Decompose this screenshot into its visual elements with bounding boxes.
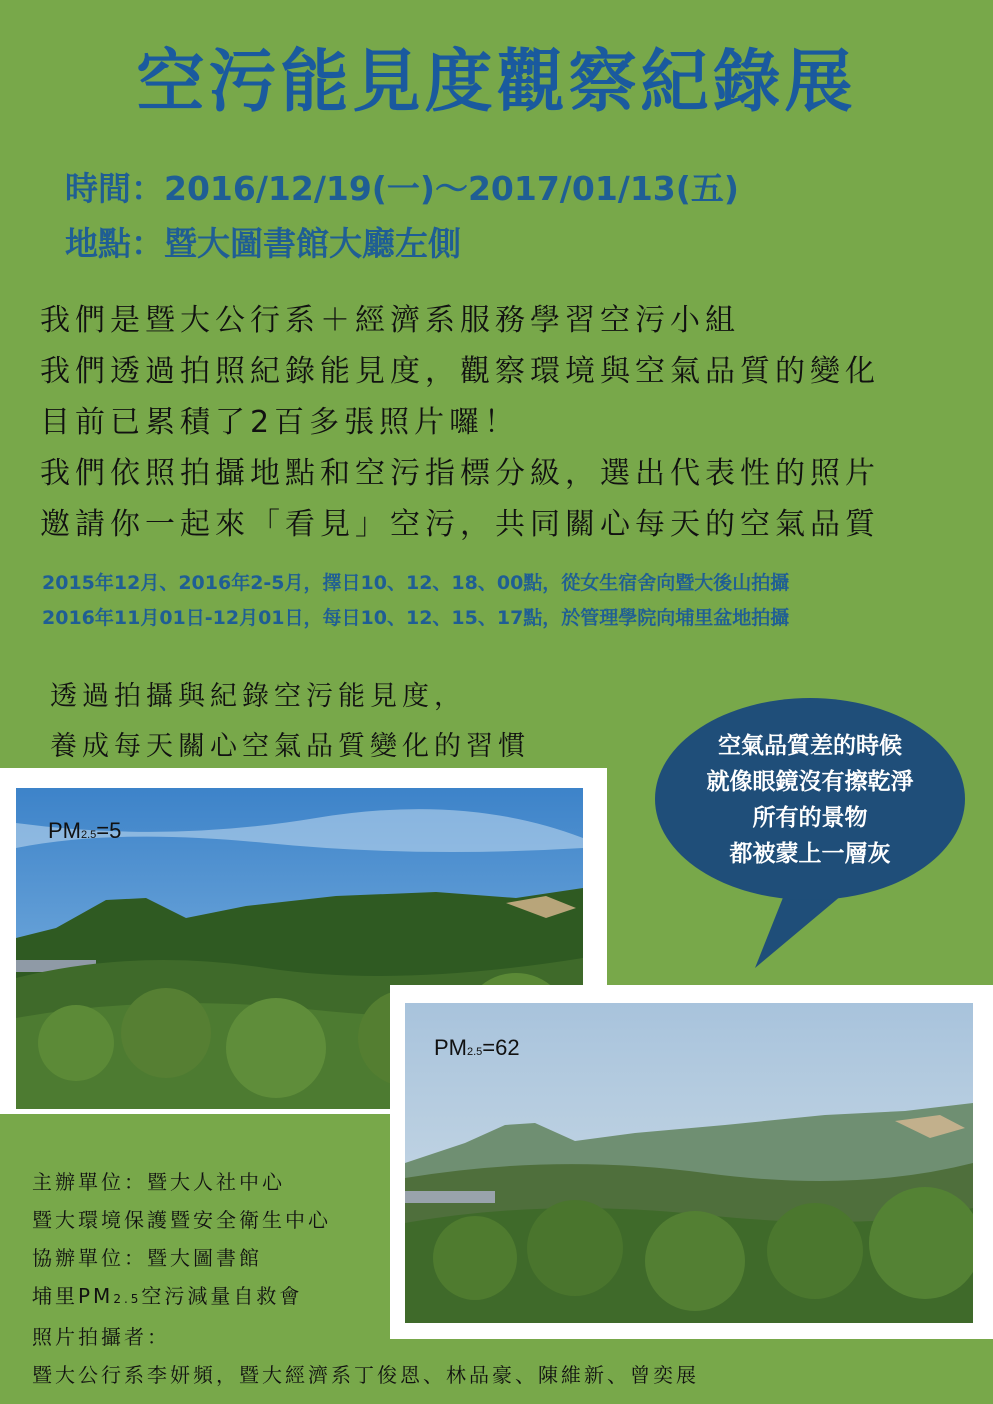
bubble-line: 所有的景物 <box>752 805 868 831</box>
schedule-line: 2015年12月、2016年2-5月，擇日10、12、18、00點，從女生宿舍向暨大後山拍攝 <box>42 572 790 594</box>
intro-line: 邀請你一起來「看見」空污，共同關心每天的空氣品質 <box>40 507 880 542</box>
poster-title: 空污能見度觀察紀錄展 <box>136 43 857 122</box>
photographers-label: 照片拍攝者： <box>32 1325 170 1349</box>
co-host-prefix: 埔里PM <box>32 1284 114 1308</box>
co-host-suffix: 空污減量自救會 <box>141 1284 303 1308</box>
organizers-section <box>32 1163 699 1394</box>
intro-text <box>40 295 970 550</box>
pm-subscript: 2.5 <box>467 1046 483 1058</box>
co-host-subscript: 2.5 <box>113 1292 142 1306</box>
habit-line: 養成每天關心空氣品質變化的習慣 <box>50 731 530 762</box>
schedule-line: 2016年11月01日-12月01日，每日10、12、15、17點，於管理學院向埔里盆地拍攝 <box>42 607 790 629</box>
bubble-line: 都被蒙上一層灰 <box>729 841 891 867</box>
host-unit: 主辦單位：暨大人社中心 <box>32 1170 285 1194</box>
intro-line: 我們是暨大公行系＋經濟系服務學習空污小組 <box>40 303 740 338</box>
speech-bubble <box>655 698 965 900</box>
pm-value: =5 <box>96 818 122 843</box>
habit-line: 透過拍攝與紀錄空污能見度， <box>50 681 466 712</box>
pm25-hazy-label <box>434 1035 520 1061</box>
intro-line: 我們依照拍攝地點和空污指標分級，選出代表性的照片 <box>40 456 880 491</box>
bubble-line: 就像眼鏡沒有擦乾淨 <box>706 769 914 795</box>
shooting-schedule <box>42 566 972 636</box>
event-place: 地點：暨大圖書館大廳左側 <box>65 224 461 263</box>
bubble-line: 空氣品質差的時候 <box>718 733 902 759</box>
photographers-list: 暨大公行系李妍頻，暨大經濟系丁俊恩、林品豪、陳維新、曾奕展 <box>32 1363 699 1387</box>
pm-subscript: 2.5 <box>81 829 97 841</box>
pm25-clear-label <box>48 818 121 844</box>
intro-line: 目前已累積了2百多張照片囉！ <box>40 405 520 440</box>
pm-value: =62 <box>482 1035 520 1060</box>
co-host-unit: 協辦單位：暨大圖書館 <box>32 1246 262 1270</box>
co-host-unit-2 <box>32 1277 699 1318</box>
event-time: 時間：2016/12/19(一)～2017/01/13(五) <box>65 169 739 208</box>
host-unit-2: 暨大環境保護暨安全衛生中心 <box>32 1208 331 1232</box>
pm-prefix: PM <box>434 1035 467 1060</box>
intro-line: 我們透過拍照紀錄能見度，觀察環境與空氣品質的變化 <box>40 354 880 389</box>
pm-prefix: PM <box>48 818 81 843</box>
habit-text <box>50 672 530 772</box>
